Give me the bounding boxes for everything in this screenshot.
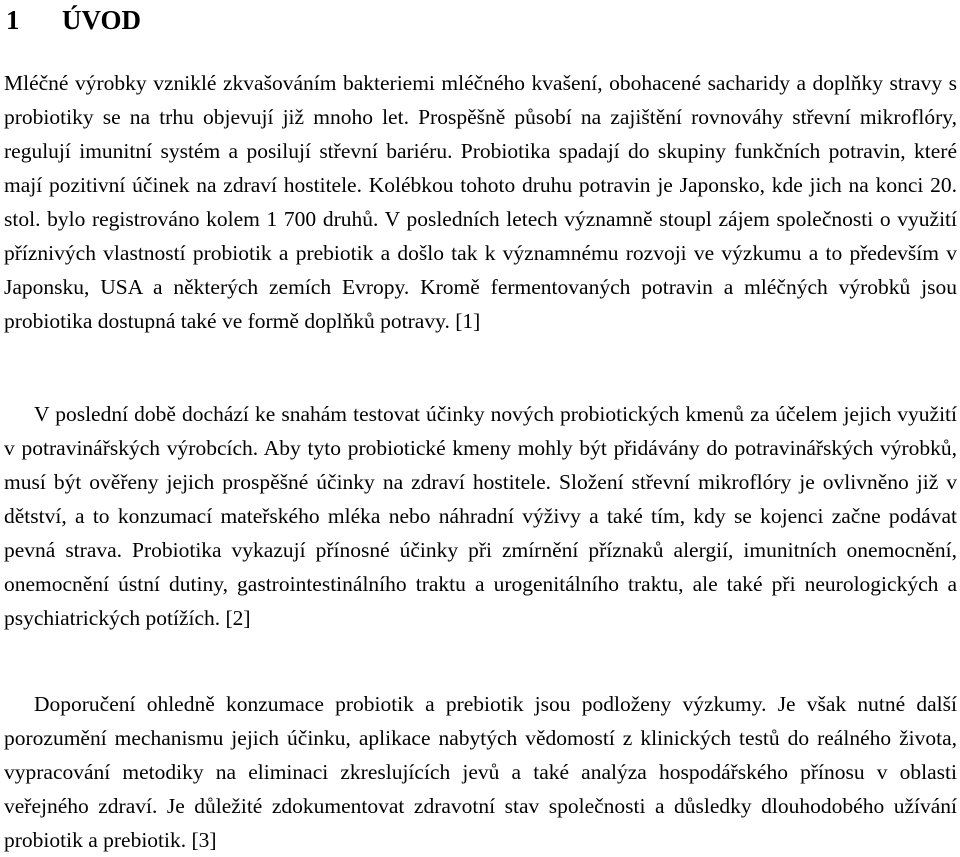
paragraph-1: Mléčné výrobky vzniklé zkvašováním bakteriemi mléčného kvašení, obohacené sacharidy a doplňky stravy s probiotiky se na trhu objevují již mnoho let. Prospěšně působí na zajištění rovnováhy střevní mikroflóry, regulují imunitní systém a posilují střevní bariéru. Probiotika spadají do skupiny funkčních potravin, které mají pozitivní účinek na zdraví hostitele. Kolébkou tohoto druhu potravin je Japonsko, kde jich na konci 20. stol. bylo registrováno kolem 1 700 druhů. V posledních letech významně stoupl zájem společnosti o využití příznivých vlastností probiotik a prebiotik a došlo tak k významnému rozvoji ve výzkumu a to především v Japonsku, USA a některých zemích Evropy. Kromě fermentovaných potravin a mléčných výrobků jsou probiotika dostupná také ve formě doplňků potravy. [1] — [4, 71, 957, 333]
paragraph-2: V poslední době dochází ke snahám testovat účinky nových probiotických kmenů za účelem jejich využití v potravinářských výrobcích. Aby tyto probiotické kmeny mohly být přidávány do potravinářských výrobků, musí být ověřeny jejich prospěšné účinky na zdraví hostitele. Složení střevní mikroflóry je ovlivněno již v dětství, a to konzumací mateřského mléka nebo náhradní výživy a také tím, kdy se kojenci začne podávat pevná strava. Probiotika vykazují přínosné účinky při zmírnění příznaků alergií, imunitních onemocnění, onemocnění ústní dutiny, gastrointestinálního traktu a urogenitálního traktu, ale také při neurologických a psychiatrických potížích. [2] — [4, 402, 957, 630]
chapter-number: 1 — [6, 5, 20, 35]
chapter-heading — [6, 2, 141, 38]
chapter-title: ÚVOD — [62, 5, 141, 35]
paragraph-3: Doporučení ohledně konzumace probiotik a prebiotik jsou podloženy výzkumy. Je však nutné další porozumění mechanismu jejich účinku, aplikace nabytých vědomostí z klinických testů do reálného života, vypracování metodiky na eliminaci zkreslujících jevů a také analýza hospodářského přínosu v oblasti veřejného zdraví. Je důležité zdokumentovat zdravotní stav společnosti a důsledky dlouhodobého užívání probiotik a prebiotik. [3] — [4, 692, 957, 852]
